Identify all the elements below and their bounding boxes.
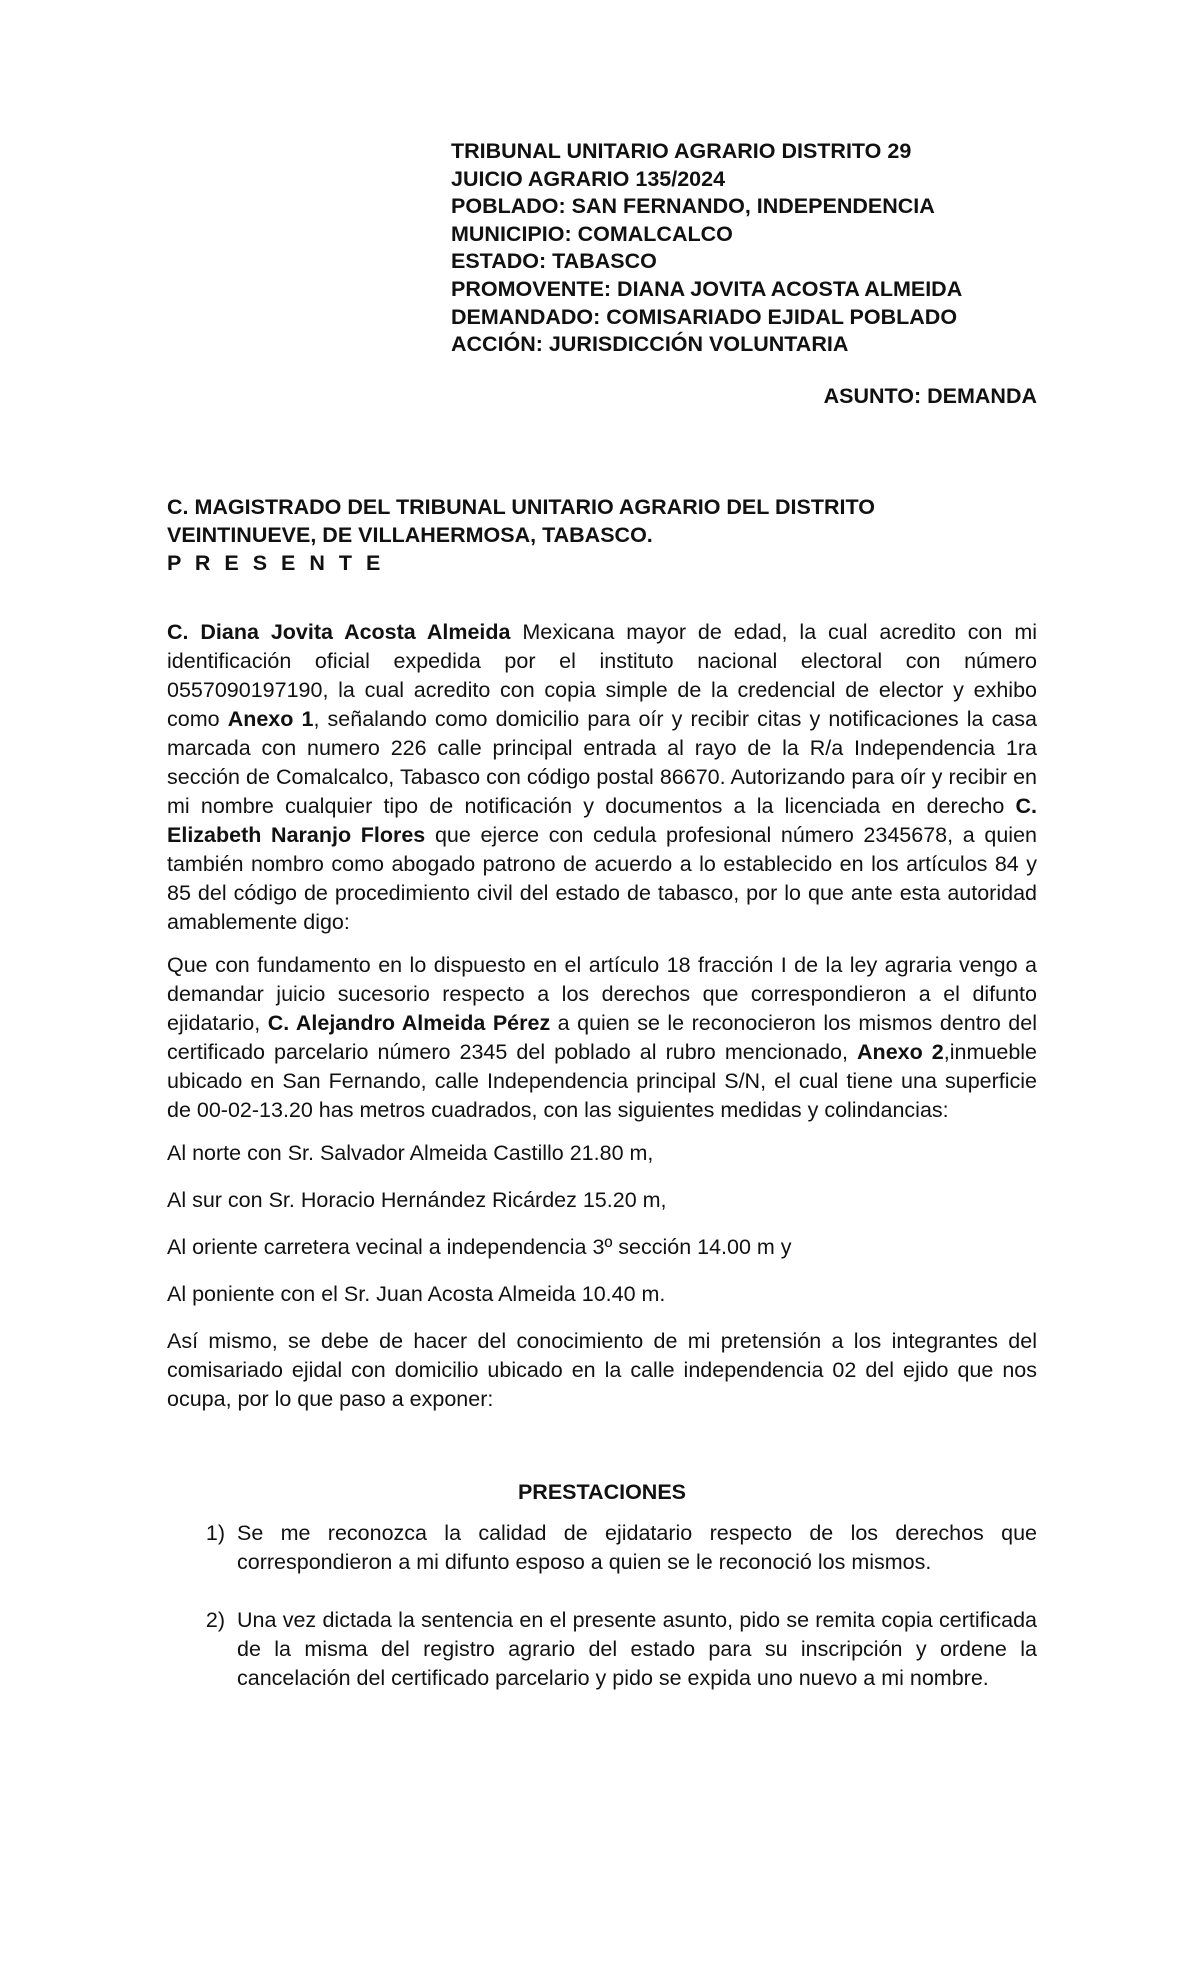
paragraph-text: Mexicana mayor de edad, la cual acredito con mi identificación oficial expedida por el instituto nacional electoral con número 0557090197190, la cual acredito con copia simple de la credencial de elector y exhibo como: [167, 620, 1038, 731]
presente-line: P R E S E N T E: [167, 551, 385, 575]
boundary-south: Al sur con Sr. Horacio Hernández Ricárdez 15.20 m,: [167, 1188, 667, 1212]
header-court: TRIBUNAL UNITARIO AGRARIO DISTRITO 29: [451, 139, 912, 163]
header-case-number: JUICIO AGRARIO 135/2024: [451, 166, 726, 191]
addressee-line-2: VEINTINUEVE, DE VILLAHERMOSA, TABASCO.: [167, 523, 653, 547]
header-municipality: MUNICIPIO: COMALCALCO: [451, 221, 733, 246]
prestacion-item: [167, 1519, 1037, 1577]
paragraph-text: Que con fundamento en lo dispuesto en el artículo 18 fracción I de la ley agraria vengo a demandar juicio sucesorio respecto a los derechos que correspondieron a el difunto ejidatario,: [167, 953, 1037, 1035]
annex-1-label: Anexo 1: [227, 707, 314, 731]
item-text: Una vez dictada la sentencia en el presente asunto, pido se remita copia certificada de la misma del registro agrario del estado para su inscripción y ordene la cancelación del certificado parcelario y pido se expida uno nuevo a mi nombre.: [237, 1608, 1037, 1690]
boundary-east: Al oriente carretera vecinal a independencia 3º sección 14.00 m y: [167, 1235, 792, 1259]
item-text: Se me reconozca la calidad de ejidatario respecto de los derechos que correspondieron a mi difunto esposo a quien se le reconoció los mismos.: [237, 1521, 1037, 1574]
document-body: [167, 618, 1037, 1722]
header-plaintiff: PROMOVENTE: DIANA JOVITA ACOSTA ALMEIDA: [451, 276, 963, 301]
prestaciones-title: PRESTACIONES: [517, 1480, 687, 1504]
item-number: 2): [205, 1608, 225, 1632]
paragraph-text: que ejerce con cedula profesional número 2345678, a quien también nombro como abogado patrono de acuerdo a lo establecido en los artículos 84 y 85 del código de procedimiento civil del estado de tabasco, por lo que ante esta autoridad amablemente digo:: [167, 823, 1037, 934]
plaintiff-name: C. Diana Jovita Acosta Almeida: [167, 620, 511, 644]
header-action: ACCIÓN: JURISDICCIÓN VOLUNTARIA: [451, 332, 849, 357]
item-number: 1): [205, 1521, 225, 1545]
boundary-north: Al norte con Sr. Salvador Almeida Castillo 21.80 m,: [167, 1141, 654, 1165]
deceased-name: C. Alejandro Almeida Pérez: [267, 1011, 551, 1035]
annex-2-label: Anexo 2: [857, 1040, 944, 1064]
header-defendant: DEMANDADO: COMISARIADO EJIDAL POBLADO: [451, 304, 958, 329]
paragraph-identification: [167, 618, 1037, 937]
paragraph-text: ,inmueble ubicado en San Fernando, calle Independencia principal S/N, el cual tiene una superficie de 00-02-13.20 has metros cuadrados, con las siguientes medidas y colindancias:: [167, 1040, 1038, 1122]
paragraph-notification: Así mismo, se debe de hacer del conocimiento de mi pretensión a los integrantes del comisariado ejidal con domicilio ubicado en la calle independencia 02 del ejido que nos ocupa, por lo que paso a exponer:: [167, 1329, 1037, 1411]
paragraph-claim: [167, 951, 1037, 1125]
paragraph-text: , señalando como domicilio para oír y recibir citas y notificaciones la casa marcada con numero 226 calle principal entrada al rayo de la R/a Independencia 1ra sección de Comalcalco, Tabasco con código postal 86670. Autorizando para oír y recibir en mi nombre cualquier tipo de notificación y documentos a la licenciada en derecho: [167, 707, 1037, 818]
header-town: POBLADO: SAN FERNANDO, INDEPENDENCIA: [451, 194, 935, 219]
paragraph-text: a quien se le reconocieron los mismos dentro del certificado parcelario número 2345 del poblado al rubro mencionado,: [167, 1011, 1037, 1064]
addressee-block: [167, 493, 1037, 577]
lawyer-name: C. Elizabeth Naranjo Flores: [167, 794, 1037, 847]
boundary-west: Al poniente con el Sr. Juan Acosta Almeida 10.40 m.: [167, 1282, 666, 1306]
header-state: ESTADO: TABASCO: [451, 249, 657, 274]
subject-line: ASUNTO: DEMANDA: [823, 384, 1037, 408]
case-header: [451, 138, 1091, 359]
prestacion-item: [167, 1606, 1037, 1693]
addressee-line-1: C. MAGISTRADO DEL TRIBUNAL UNITARIO AGRARIO DEL DISTRITO: [167, 495, 875, 519]
